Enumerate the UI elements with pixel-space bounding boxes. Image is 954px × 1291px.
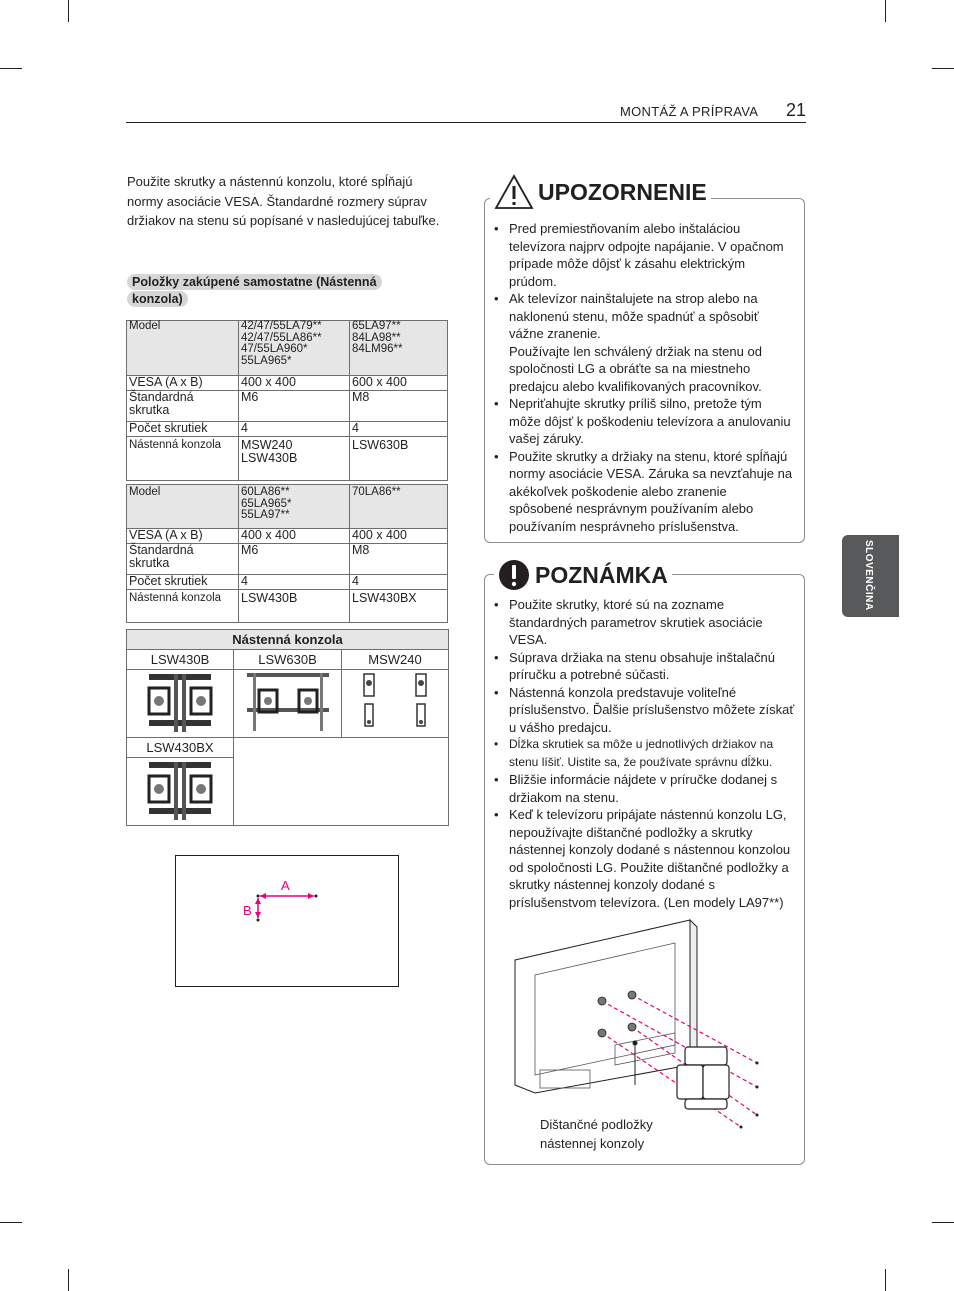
- spec-row: [127, 575, 448, 590]
- wall-mount-model: LSW430BX: [127, 738, 234, 758]
- crop-mark: [932, 68, 954, 69]
- crop-mark: [885, 1269, 886, 1291]
- spec-value: 600 x 400: [350, 376, 448, 391]
- model-row: [127, 485, 448, 529]
- model-item: 84LA98**: [352, 331, 401, 344]
- vesa-label-a: A: [281, 878, 290, 893]
- spec-row: [127, 376, 448, 391]
- caution-item-text: Používajte len schválený držiak na stenu od spoločnosti LG a obráťte sa na miestneho predajcu alebo kvalifikovaných pracovníkov.: [509, 343, 762, 394]
- header-rule: [126, 122, 806, 123]
- bracket-lsw630b-icon: [243, 670, 333, 734]
- bracket-image-msw240: [342, 670, 449, 738]
- model-label: Model: [127, 321, 239, 376]
- note-item: • Použite skrutky, ktoré sú na zozname štandardných parametrov skrutiek asociácie VESA.: [493, 596, 795, 649]
- crop-mark: [0, 68, 22, 69]
- wall-mount-model: LSW430B: [127, 650, 234, 670]
- vesa-label-b: B: [243, 903, 252, 918]
- wall-mount-model: LSW630B: [234, 650, 342, 670]
- crop-mark: [885, 0, 886, 22]
- bracket-image-lsw430b: [127, 670, 234, 738]
- model-item: 47/55LA960*: [241, 343, 308, 355]
- model-item: 70LA86**: [352, 486, 401, 498]
- spec-value: 400 x 400: [239, 529, 350, 544]
- model-list-a: [239, 485, 350, 529]
- model-item: 60LA86**: [241, 486, 290, 498]
- wall-mount-title: Nástenná konzola: [127, 630, 449, 650]
- note-title: POZNÁMKA: [535, 561, 668, 588]
- page-number: 21: [786, 100, 807, 120]
- intro-paragraph: Použite skrutky a nástennú konzolu, ktoré spĺňajú normy asociácie VESA. Štandardné rozmery súprav držiakov na stenu sú popísané v nasledujúcej tabuľke.: [127, 174, 440, 228]
- crop-mark: [0, 1222, 22, 1223]
- spec-value: MSW240 LSW430B: [239, 437, 350, 481]
- model-list-a: [239, 321, 350, 376]
- empty-cell: [234, 738, 449, 826]
- spec-row: [127, 590, 448, 623]
- tv-back-spacer-illustration: [505, 915, 775, 1130]
- model-list-b: [350, 485, 448, 529]
- bracket-lsw430b-icon: [145, 670, 215, 734]
- crop-mark: [932, 1222, 954, 1223]
- model-item: 84LM96**: [352, 343, 403, 355]
- model-item: 65LA97**: [352, 320, 401, 332]
- vesa-diagram: [175, 855, 399, 987]
- model-item: 65LA965*: [241, 497, 292, 510]
- spec-value: 400 x 400: [350, 529, 448, 544]
- separate-items-label: [127, 274, 417, 308]
- caution-item-text: Ak televízor nainštalujete na strop alebo na naklonenú stenu, môže spadnúť a spôsobiť vážne zranenie.: [509, 291, 759, 341]
- spec-value: M6: [239, 391, 350, 422]
- spec-row: [127, 391, 448, 422]
- model-item: 55LA97**: [241, 509, 290, 521]
- spec-value: 4: [239, 575, 350, 590]
- caption-line: Dištančné podložky: [540, 1117, 653, 1132]
- caution-title: UPOZORNENIE: [538, 178, 707, 205]
- spec-label: Nástenná konzola: [127, 590, 239, 623]
- caption-line: nástennej konzoly: [540, 1136, 645, 1151]
- spec-label: VESA (A x B): [127, 529, 239, 544]
- note-list: [493, 596, 795, 911]
- language-tab-label: SLOVENČINA: [863, 540, 874, 611]
- vesa-dimension-icon: [176, 856, 398, 986]
- model-item: 55LA965*: [241, 354, 292, 367]
- note-item: • Keď k televízoru pripájate nástennú konzolu LG, nepoužívajte dištančné podložky a skrutky nástennej konzoly dodané s nástennou konzolou od spoločnosti LG. Použite dištančné podložky a skrutky nástennej konzoly dodané s príslušenstvom televízora. (Len modely LA97**): [493, 806, 795, 911]
- spec-value: 4: [350, 422, 448, 437]
- note-item: • Nástenná konzola predstavuje voliteľné príslušenstvo. Ďalšie príslušenstvo môžete získať u vášho predajcu.: [493, 684, 795, 737]
- spec-value: M6: [239, 544, 350, 575]
- spec-label: VESA (A x B): [127, 376, 239, 391]
- caution-list: [493, 220, 793, 535]
- spec-value: M8: [350, 391, 448, 422]
- vesa-spec-table-1: [126, 320, 448, 481]
- wall-mount-table: [126, 629, 449, 826]
- bracket-lsw430bx-icon: [145, 758, 215, 822]
- crop-mark: [68, 1269, 69, 1291]
- spec-value: 400 x 400: [239, 376, 350, 391]
- spec-row: [127, 529, 448, 544]
- crop-mark: [68, 0, 69, 22]
- bracket-msw240-icon: [350, 670, 440, 734]
- spacer-caption: [540, 1115, 653, 1153]
- spec-value: LSW430BX: [350, 590, 448, 623]
- spec-value: 4: [350, 575, 448, 590]
- spec-row: [127, 422, 448, 437]
- model-item: 42/47/55LA79**: [241, 320, 322, 332]
- caution-header: [490, 174, 711, 210]
- spec-value: LSW430B: [239, 590, 350, 623]
- note-item: • Bližšie informácie nájdete v príručke dodanej s držiakom na stenu.: [493, 771, 795, 806]
- note-header: [494, 559, 672, 591]
- spec-label: Nástenná konzola: [127, 437, 239, 481]
- caution-item: [493, 290, 793, 395]
- model-row: [127, 321, 448, 376]
- warning-triangle-icon: [494, 174, 534, 210]
- model-list-b: [350, 321, 448, 376]
- spec-value: 4: [239, 422, 350, 437]
- spec-label: Štandardná skrutka: [127, 391, 239, 422]
- note-item: • Súprava držiaka na stenu obsahuje inštalačnú príručku a potrebné súčasti.: [493, 649, 795, 684]
- wall-mount-model: MSW240: [342, 650, 449, 670]
- model-item: 42/47/55LA86**: [241, 331, 322, 344]
- spec-row: [127, 437, 448, 481]
- bracket-image-lsw430bx: [127, 758, 234, 826]
- section-title: MONTÁŽ A PRÍPRAVA: [620, 104, 759, 119]
- model-label: Model: [127, 485, 239, 529]
- separate-items-text: Položky zakúpené samostatne (Nástenná konzola): [127, 274, 382, 307]
- caution-item: • Pred premiestňovaním alebo inštaláciou televízora najprv odpojte napájanie. V opačnom prípade môže dôjsť k zásahu elektrickým prúdom.: [493, 220, 793, 290]
- exclamation-circle-icon: [498, 559, 530, 591]
- vesa-spec-table-2: [126, 484, 448, 623]
- spec-value: LSW630B: [350, 437, 448, 481]
- caution-item: • Nepriťahujte skrutky príliš silno, pretože tým môže dôjsť k poškodeniu televízora a anulovaniu vašej záruky.: [493, 395, 793, 448]
- bracket-image-lsw630b: [234, 670, 342, 738]
- spec-label: Štandardná skrutka: [127, 544, 239, 575]
- spec-label: Počet skrutiek: [127, 422, 239, 437]
- spec-value: M8: [350, 544, 448, 575]
- note-item: • Dĺžka skrutiek sa môže u jednotlivých držiakov na stenu líšiť. Uistite sa, že používate správnu dĺžku.: [493, 736, 795, 771]
- spec-label: Počet skrutiek: [127, 575, 239, 590]
- caution-item: • Použite skrutky a držiaky na stenu, ktoré spĺňajú normy asociácie VESA. Záruka sa nevzťahuje na akékoľvek poškodenie alebo zranenie spôsobené nesprávnym používaním alebo používaním nesprávneho príslušenstva.: [493, 448, 793, 536]
- spec-row: [127, 544, 448, 575]
